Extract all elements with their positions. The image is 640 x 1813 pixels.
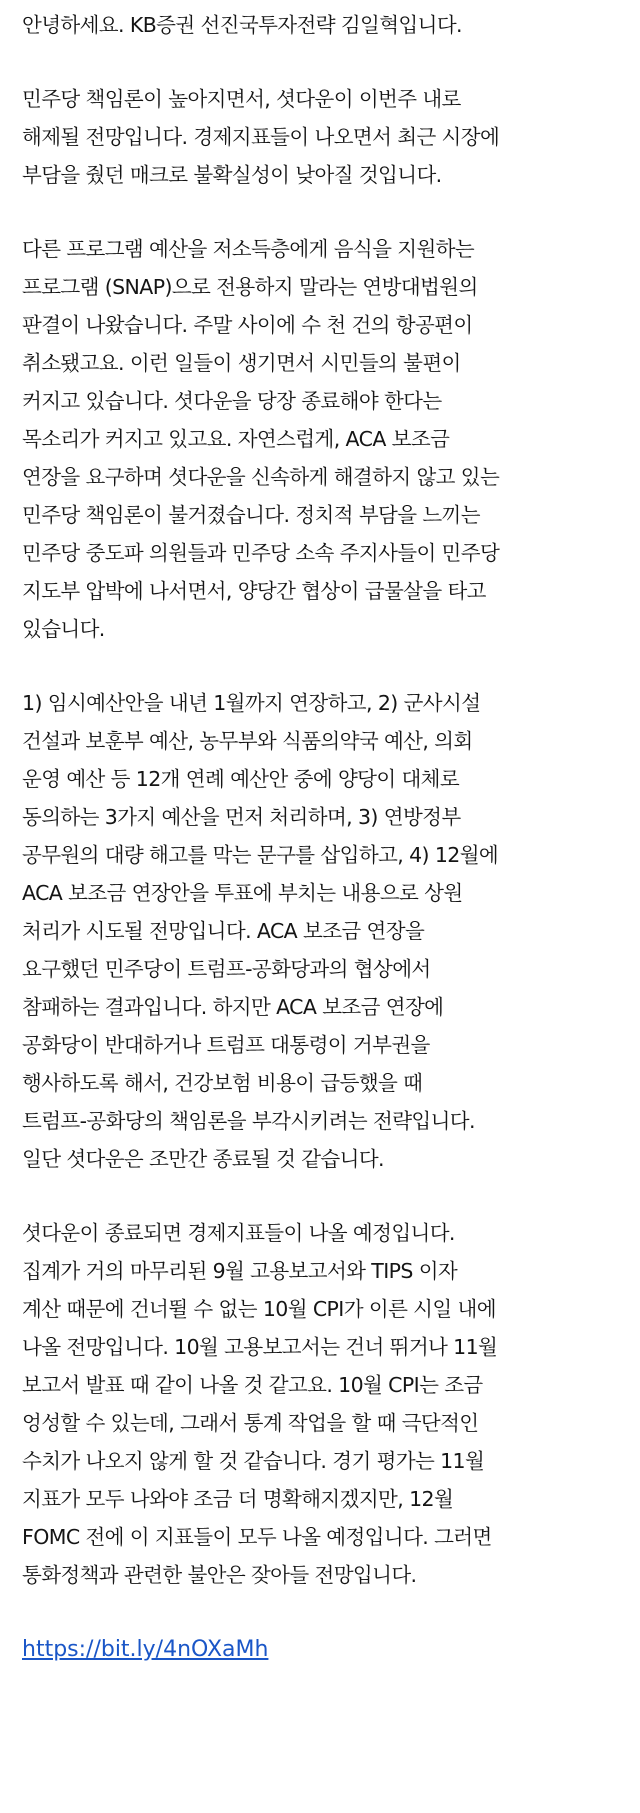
- text-line: FOMC 전에 이 지표들이 모두 나올 예정입니다. 그러면: [22, 1525, 492, 1549]
- text-line: 일단 셧다운은 조만간 종료될 것 같습니다.: [22, 1147, 384, 1171]
- text-line: 통화정책과 관련한 불안은 잦아들 전망입니다.: [22, 1563, 417, 1587]
- text-line: 트럼프-공화당의 책임론을 부각시키려는 전략입니다.: [22, 1109, 475, 1133]
- text-line: 계산 때문에 건너뛸 수 없는 10월 CPI가 이른 시일 내에: [22, 1297, 496, 1321]
- text-line: 공화당이 반대하거나 트럼프 대통령이 거부권을: [22, 1033, 430, 1057]
- text-line: 엉성할 수 있는데, 그래서 통계 작업을 할 때 극단적인: [22, 1411, 479, 1435]
- text-line: 수치가 나오지 않게 할 것 같습니다. 경기 평가는 11월: [22, 1449, 485, 1473]
- text-line: 지표가 모두 나와야 조금 더 명확해지겠지만, 12월: [22, 1487, 454, 1511]
- outlook-paragraph: [22, 1214, 622, 1594]
- text-line: 프로그램 (SNAP)으로 전용하지 말라는 연방대법원의: [22, 275, 478, 299]
- text-line: 다른 프로그램 예산을 저소득층에게 음식을 지원하는: [22, 237, 475, 261]
- text-line: 판결이 나왔습니다. 주말 사이에 수 천 건의 항공편이: [22, 313, 473, 337]
- text-line: 민주당 책임론이 높아지면서, 셧다운이 이번주 내로: [22, 87, 461, 111]
- deal-details-paragraph: [22, 684, 622, 1178]
- text-line: 행사하도록 해서, 건강보험 비용이 급등했을 때: [22, 1071, 423, 1095]
- text-line: 셧다운이 종료되면 경제지표들이 나올 예정입니다.: [22, 1221, 455, 1245]
- text-line: 공무원의 대량 해고를 막는 문구를 삽입하고, 4) 12월에: [22, 843, 499, 867]
- greeting-paragraph: [22, 6, 622, 44]
- text-line: 민주당 중도파 의원들과 민주당 소속 주지사들이 민주당: [22, 541, 500, 565]
- text-line: 목소리가 커지고 있고요. 자연스럽게, ACA 보조금: [22, 427, 450, 451]
- text-line: 나올 전망입니다. 10월 고용보고서는 건너 뛰거나 11월: [22, 1335, 498, 1359]
- text-line: 운영 예산 등 12개 연례 예산안 중에 양당이 대체로: [22, 767, 460, 791]
- text-line: 연장을 요구하며 셧다운을 신속하게 해결하지 않고 있는: [22, 465, 500, 489]
- text-line: 집계가 거의 마무리된 9월 고용보고서와 TIPS 이자: [22, 1259, 458, 1283]
- text-line: 보고서 발표 때 같이 나올 것 같고요. 10월 CPI는 조금: [22, 1373, 483, 1397]
- background-paragraph: [22, 230, 622, 648]
- text-line: 취소됐고요. 이런 일들이 생기면서 시민들의 불편이: [22, 351, 461, 375]
- text-line: 참패하는 결과입니다. 하지만 ACA 보조금 연장에: [22, 995, 444, 1019]
- text-line: 부담을 줬던 매크로 불확실성이 낮아질 것입니다.: [22, 163, 442, 187]
- text-line: 요구했던 민주당이 트럼프-공화당과의 협상에서: [22, 957, 431, 981]
- text-line: 처리가 시도될 전망입니다. ACA 보조금 연장을: [22, 919, 425, 943]
- text-line: ACA 보조금 연장안을 투표에 부치는 내용으로 상원: [22, 881, 463, 905]
- text-line: 건설과 보훈부 예산, 농무부와 식품의약국 예산, 의회: [22, 729, 473, 753]
- text-line: 안녕하세요. KB증권 선진국투자전략 김일혁입니다.: [22, 13, 462, 37]
- text-line: 민주당 책임론이 불거졌습니다. 정치적 부담을 느끼는: [22, 503, 480, 527]
- text-line: 있습니다.: [22, 617, 105, 641]
- report-link[interactable]: https://bit.ly/4nOXaMh: [22, 1637, 269, 1662]
- text-line: 해제될 전망입니다. 경제지표들이 나오면서 최근 시장에: [22, 125, 500, 149]
- text-line: 지도부 압박에 나서면서, 양당간 협상이 급물살을 타고: [22, 579, 486, 603]
- text-line: 1) 임시예산안을 내년 1월까지 연장하고, 2) 군사시설: [22, 691, 481, 715]
- text-line: 커지고 있습니다. 셧다운을 당장 종료해야 한다는: [22, 389, 442, 413]
- intro-paragraph: [22, 80, 622, 194]
- text-line: 동의하는 3가지 예산을 먼저 처리하며, 3) 연방정부: [22, 805, 461, 829]
